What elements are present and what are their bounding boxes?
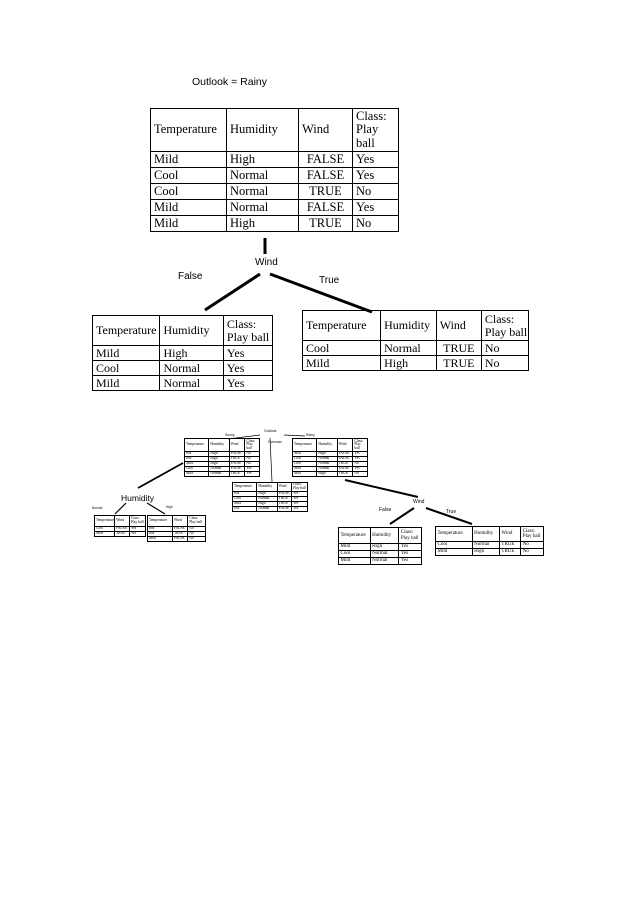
table-header-cell: Class: Play ball: [129, 516, 145, 527]
table-header-cell: Wind: [436, 311, 481, 341]
table-cell: Mild: [233, 502, 257, 507]
connector-line: [115, 503, 126, 514]
table-header-cell: Wind: [229, 439, 245, 452]
table-cell: Normal: [317, 462, 337, 467]
table-cell: No: [481, 356, 528, 371]
table-header-cell: Humidity: [381, 311, 437, 341]
table-cell: Mild: [151, 216, 227, 232]
table-row: [339, 551, 422, 558]
table-header-cell: Temperature: [148, 516, 173, 527]
table-cell: Yes: [399, 558, 422, 565]
table-cell: Normal: [227, 168, 299, 184]
table-cell: No: [245, 462, 260, 467]
branch-normal-label: Normal: [92, 506, 103, 510]
table-cell: Cool: [95, 527, 115, 532]
table-cell: Normal: [227, 184, 299, 200]
rainy-mini-table: [292, 438, 368, 477]
table-cell: Yes: [223, 361, 272, 376]
table-cell: Yes: [399, 544, 422, 551]
table-cell: Mild: [436, 549, 473, 556]
table-header-cell: Class: Play ball: [245, 439, 260, 452]
table-cell: Cool: [151, 184, 227, 200]
table-cell: Normal: [209, 472, 229, 477]
table-cell: Normal: [381, 341, 437, 356]
table-header-cell: Temperature: [95, 516, 115, 527]
table-cell: No: [353, 184, 399, 200]
table-header-cell: Temperature: [293, 439, 317, 452]
table-cell: Yes: [353, 452, 368, 457]
table-header-row: [95, 516, 146, 527]
table-cell: Yes: [291, 492, 307, 497]
branch-sunny-label: Sunny: [225, 433, 235, 437]
table-cell: Mild: [293, 467, 317, 472]
table-cell: Cool: [436, 542, 473, 549]
table-cell: Yes: [291, 507, 307, 512]
table-header-row: [303, 311, 529, 341]
table-cell: Hot: [148, 527, 173, 532]
table-cell: FALSE: [299, 168, 353, 184]
table-row: [93, 361, 273, 376]
table-cell: Normal: [209, 467, 229, 472]
table-cell: TRUE: [277, 497, 291, 502]
table-header-cell: Class: Play ball: [188, 516, 206, 527]
table-header-cell: Temperature: [339, 528, 371, 544]
table-cell: FALSE: [172, 527, 187, 532]
table-cell: Yes: [245, 472, 260, 477]
table-cell: TRUE: [229, 472, 245, 477]
table-header-cell: Humidity: [209, 439, 229, 452]
branch-rainy-label: Rainy: [306, 433, 315, 437]
table-header-cell: Class: Play ball: [353, 439, 368, 452]
table-cell: Mild: [185, 462, 209, 467]
table-cell: TRUE: [436, 356, 481, 371]
table-cell: TRUE: [172, 532, 187, 537]
table-cell: FALSE: [229, 467, 245, 472]
table-cell: Normal: [160, 361, 223, 376]
table-cell: Yes: [353, 168, 399, 184]
table-header-cell: Class: Play ball: [481, 311, 528, 341]
table-header-cell: Humidity: [257, 483, 277, 492]
table-header-cell: Temperature: [303, 311, 381, 341]
overview-branch-true-label: True: [446, 509, 457, 515]
table-row: [93, 346, 273, 361]
table-cell: Yes: [223, 346, 272, 361]
table-cell: Yes: [353, 200, 399, 216]
table-cell: High: [317, 452, 337, 457]
outlook-root-node: Outlook: [264, 429, 277, 433]
table-cell: High: [257, 502, 277, 507]
table-cell: TRUE: [436, 341, 481, 356]
wind-node: Wind: [255, 257, 278, 268]
branch-true-label: True: [319, 275, 340, 286]
overview-wind-true-table: [435, 526, 544, 556]
table-header-cell: Humidity: [370, 528, 399, 544]
table-cell: No: [245, 457, 260, 462]
table-row: [185, 472, 260, 477]
table-cell: Mild: [339, 558, 371, 565]
table-header-row: [93, 316, 273, 346]
table-cell: FALSE: [229, 452, 245, 457]
table-header-cell: Wind: [299, 109, 353, 152]
table-row: [293, 472, 368, 477]
table-cell: Normal: [160, 376, 223, 391]
table-header-row: [339, 528, 422, 544]
table-cell: Hot: [185, 457, 209, 462]
table-cell: FALSE: [337, 452, 353, 457]
table-header-cell: Humidity: [227, 109, 299, 152]
table-cell: Yes: [129, 527, 145, 532]
table-row: [339, 558, 422, 565]
humidity-normal-table: [94, 515, 146, 537]
table-cell: FALSE: [115, 527, 130, 532]
table-cell: High: [381, 356, 437, 371]
table-cell: Yes: [291, 502, 307, 507]
connector-line: [138, 463, 183, 488]
table-cell: Normal: [317, 467, 337, 472]
wind-false-table: [92, 315, 273, 391]
table-cell: TRUE: [229, 457, 245, 462]
table-cell: Yes: [129, 532, 145, 537]
table-header-cell: Class: Play ball: [292, 482, 306, 490]
table-header-row: [233, 483, 308, 492]
table-cell: High: [472, 549, 499, 556]
table-cell: Cool: [151, 168, 227, 184]
table-cell: Mild: [303, 356, 381, 371]
overview-wind-false-table: [338, 527, 422, 565]
table-cell: TRUE: [499, 542, 520, 549]
table-cell: No: [521, 542, 544, 549]
table-cell: FALSE: [299, 152, 353, 168]
table-cell: TRUE: [499, 549, 520, 556]
table-cell: Mild: [339, 544, 371, 551]
table-cell: Normal: [472, 542, 499, 549]
humidity-node: Humidity: [121, 493, 155, 503]
table-cell: Mild: [93, 376, 160, 391]
table-cell: No: [188, 532, 206, 537]
table-header-cell: Class: Play ball: [399, 528, 422, 544]
table-cell: No: [481, 341, 528, 356]
table-cell: Cool: [339, 551, 371, 558]
table-cell: FALSE: [337, 467, 353, 472]
table-cell: Hot: [185, 452, 209, 457]
table-cell: High: [160, 346, 223, 361]
connector-line: [390, 508, 414, 524]
table-cell: Mild: [293, 472, 317, 477]
table-header-row: [293, 439, 368, 452]
table-cell: Cool: [303, 341, 381, 356]
table-cell: No: [188, 537, 206, 542]
table-cell: Mild: [93, 346, 160, 361]
table-cell: Mild: [293, 452, 317, 457]
table-header-cell: Temperature: [185, 439, 209, 452]
branch-false-label: False: [178, 271, 203, 282]
table-header-cell: Temperature: [151, 109, 227, 152]
table-cell: TRUE: [299, 216, 353, 232]
table-cell: Normal: [317, 457, 337, 462]
table-cell: Normal: [227, 200, 299, 216]
table-cell: Yes: [353, 467, 368, 472]
table-cell: No: [188, 527, 206, 532]
table-header-cell: Class: Play ball: [353, 109, 399, 152]
table-row: [148, 537, 206, 542]
table-cell: Yes: [291, 497, 307, 502]
table-cell: High: [317, 472, 337, 477]
table-row: [436, 542, 544, 549]
connector-line: [270, 438, 272, 482]
table-row: [339, 544, 422, 551]
table-cell: No: [245, 452, 260, 457]
table-header-cell: Temperature: [233, 483, 257, 492]
table-cell: No: [353, 472, 368, 477]
table-cell: Cool: [293, 457, 317, 462]
connector-line: [345, 480, 418, 497]
table-cell: Mild: [151, 200, 227, 216]
table-cell: FALSE: [299, 200, 353, 216]
table-header-cell: Wind: [337, 439, 353, 452]
branch-overcast-label: Overcast: [268, 440, 282, 444]
table-cell: No: [353, 462, 368, 467]
table-row: [233, 507, 308, 512]
table-header-cell: Humidity: [472, 527, 499, 542]
table-cell: High: [227, 216, 299, 232]
table-header-cell: Humidity: [317, 439, 337, 452]
table-cell: High: [227, 152, 299, 168]
page-title: Outlook = Rainy: [192, 76, 267, 88]
table-cell: Yes: [223, 376, 272, 391]
table-cell: Hot: [148, 532, 173, 537]
table-cell: TRUE: [337, 462, 353, 467]
table-header-cell: Class: Play ball: [521, 527, 544, 542]
table-cell: No: [353, 216, 399, 232]
table-header-row: [185, 439, 260, 452]
table-cell: FALSE: [172, 537, 187, 542]
table-cell: Mild: [185, 472, 209, 477]
table-cell: Hot: [233, 492, 257, 497]
connector-line: [205, 274, 260, 310]
table-cell: Hot: [233, 507, 257, 512]
sunny-mini-table: [184, 438, 260, 477]
table-cell: Mild: [95, 532, 115, 537]
table-header-cell: Wind: [499, 527, 520, 542]
table-cell: Yes: [353, 457, 368, 462]
table-cell: High: [209, 457, 229, 462]
overview-wind-node: Wind: [413, 499, 425, 505]
table-row: [95, 532, 146, 537]
table-cell: Cool: [233, 497, 257, 502]
table-cell: Normal: [257, 497, 277, 502]
table-cell: Normal: [370, 558, 399, 565]
table-header-cell: Wind: [277, 483, 291, 492]
table-cell: TRUE: [337, 472, 353, 477]
table-header-cell: Humidity: [160, 316, 223, 346]
connector-line: [284, 435, 305, 436]
table-cell: Mild: [151, 152, 227, 168]
table-header-cell: Temperature: [93, 316, 160, 346]
table-cell: Normal: [257, 507, 277, 512]
table-cell: FALSE: [229, 462, 245, 467]
table-header-cell: Wind: [172, 516, 187, 527]
humidity-high-table: [147, 515, 206, 542]
table-cell: Cool: [185, 467, 209, 472]
table-cell: FALSE: [337, 457, 353, 462]
table-cell: High: [209, 462, 229, 467]
table-header-cell: Wind: [115, 516, 130, 527]
table-cell: TRUE: [277, 502, 291, 507]
table-header-cell: Class: Play ball: [223, 316, 272, 346]
table-row: [303, 341, 529, 356]
table-cell: TRUE: [299, 184, 353, 200]
table-cell: Mild: [148, 537, 173, 542]
branch-high-label: High: [166, 505, 173, 509]
overview-branch-false-label: False: [379, 507, 392, 513]
connector-line: [147, 503, 165, 514]
table-header-row: [436, 527, 544, 542]
table-cell: Normal: [370, 551, 399, 558]
wind-true-table: [302, 310, 529, 371]
table-row: [436, 549, 544, 556]
table-cell: TRUE: [115, 532, 130, 537]
table-cell: Cool: [93, 361, 160, 376]
table-cell: Cool: [293, 462, 317, 467]
table-cell: FALSE: [277, 492, 291, 497]
table-header-row: [148, 516, 206, 527]
table-row: [93, 376, 273, 391]
table-cell: Yes: [353, 152, 399, 168]
table-cell: No: [521, 549, 544, 556]
overcast-mini-table: [232, 482, 308, 512]
table-cell: Yes: [245, 467, 260, 472]
table-cell: High: [209, 452, 229, 457]
table-cell: High: [257, 492, 277, 497]
table-cell: FALSE: [277, 507, 291, 512]
table-cell: High: [370, 544, 399, 551]
table-row: [303, 356, 529, 371]
table-cell: Yes: [399, 551, 422, 558]
table-header-cell: Temperature: [436, 527, 473, 542]
